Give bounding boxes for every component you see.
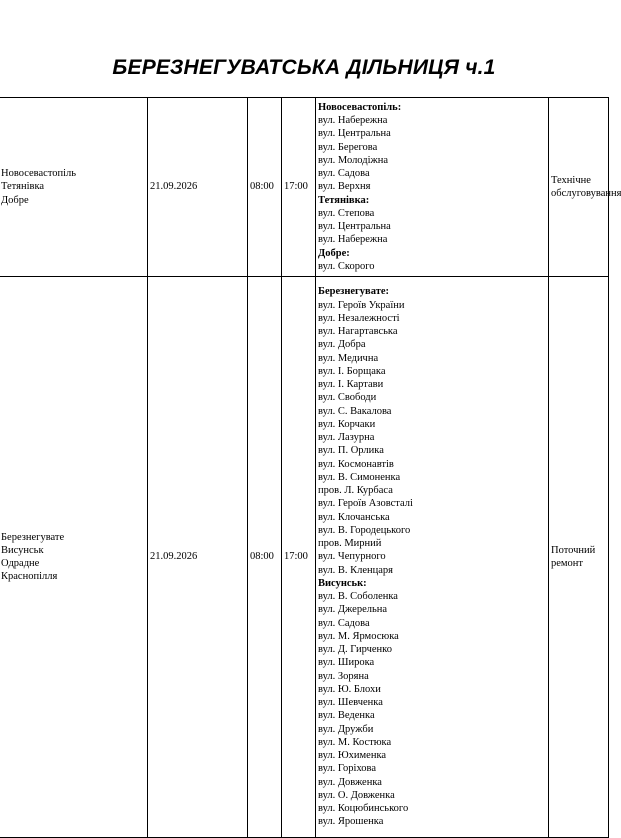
street-item: вул. Ю. Блохи [318,683,381,695]
street-item: вул. Зоряна [318,670,369,682]
street-item: вул. Веденка [318,710,375,722]
villages-cell [0,98,148,277]
street-item: вул. Набережна [318,115,388,127]
street-item: вул. Коцюбинського [318,803,409,815]
street-item: вул. Свободи [318,392,377,404]
street-item: вул. Джерельна [318,604,388,616]
street-item: вул. Чепурного [318,551,386,563]
street-item: вул. Незалежності [318,312,400,324]
village-name: Висунськ [1,544,44,556]
street-item: вул. Садова [318,168,370,180]
street-item: вул. Верхня [318,181,371,193]
street-item: вул. Молодіжна [318,154,389,166]
street-item: вул. Героїв Азовсталі [318,498,413,510]
street-item: вул. В. Соболенка [318,591,398,603]
street-item: вул. В. Симоненка [318,471,401,483]
settlement-heading: Березнегувате: [318,286,390,298]
village-name: Тетянівка [1,181,45,193]
street-item: вул. П. Орлика [318,445,384,457]
outage-schedule-table [0,97,621,838]
street-item: вул. В. Городецького [318,524,411,536]
end-time-cell: 17:00 [282,98,316,277]
work-type-line: обслуговування [551,188,621,199]
work-type-cell [549,98,621,277]
street-item: вул. Лазурна [318,432,375,444]
street-item: вул. М. Ярмосюка [318,630,399,642]
street-item: вул. В. Кленцаря [318,564,394,576]
street-item: вул. І. Картави [318,379,384,391]
street-list [318,101,546,273]
work-type-line: ремонт [551,558,584,569]
end-time-cell: 17:00 [282,277,316,838]
table-row [0,98,609,277]
street-item: пров. Мирний [318,538,382,550]
settlement-heading: Тетянівка: [318,194,370,206]
street-item: вул. Набережна [318,234,388,246]
street-item: вул. Героїв України [318,299,405,311]
street-item: вул. Клочанська [318,511,390,523]
street-item: вул. Берегова [318,141,378,153]
work-type-line: Технічне [551,174,591,186]
settlement-heading: Добре: [318,247,350,259]
village-name: Новосевастопіль [1,168,77,180]
settlement-heading: Висунськ: [318,577,367,589]
settlement-heading: Новосевастопіль: [318,101,402,113]
street-item: вул. Горіхова [318,763,377,775]
table-row [0,277,609,838]
street-item: пров. Л. Курбаса [318,485,393,497]
start-time-cell: 08:00 [248,277,282,838]
street-item: вул. Центральна [318,221,391,233]
street-item: вул. Степова [318,207,375,219]
street-item: вул. М. Костюка [318,736,392,748]
street-item: вул. Шевченка [318,697,383,709]
work-type-line: Поточний [551,544,596,556]
street-item: вул. Довженка [318,776,382,788]
street-item: вул. Медична [318,352,379,364]
street-item: вул. Ярошенка [318,816,384,828]
street-item: вул. Центральна [318,128,391,140]
streets-cell [316,277,549,838]
street-item: вул. Садова [318,617,370,629]
street-item: вул. Добра [318,339,366,351]
street-item: вул. Д. Гирченко [318,644,392,656]
village-name: Одрадне [1,558,40,569]
streets-cell [316,98,549,277]
date-cell: 21.09.2026 [148,98,248,277]
village-name: Краснопілля [1,571,58,583]
street-item: вул. Скорого [318,260,375,272]
work-type-cell [549,277,609,838]
village-name: Добре [1,194,29,206]
street-item: вул. Космонавтів [318,458,394,470]
document-title: БЕРЕЗНЕГУВАТСЬКА ДІЛЬНИЦЯ ч.1 [112,56,496,79]
villages-cell [0,277,148,838]
street-item: вул. С. Вакалова [318,405,392,417]
street-item: вул. Широка [318,657,375,669]
street-item: вул. О. Довженка [318,789,395,801]
street-item: вул. Юхименка [318,750,387,762]
street-item: вул. І. Борщака [318,365,386,377]
street-item: вул. Корчаки [318,418,376,430]
date-cell: 21.09.2026 [148,277,248,838]
street-list [318,285,546,828]
street-item: вул. Дружби [318,723,374,735]
street-item: вул. Нагартавська [318,326,398,338]
start-time-cell: 08:00 [248,98,282,277]
village-name: Березнегувате [1,531,65,543]
